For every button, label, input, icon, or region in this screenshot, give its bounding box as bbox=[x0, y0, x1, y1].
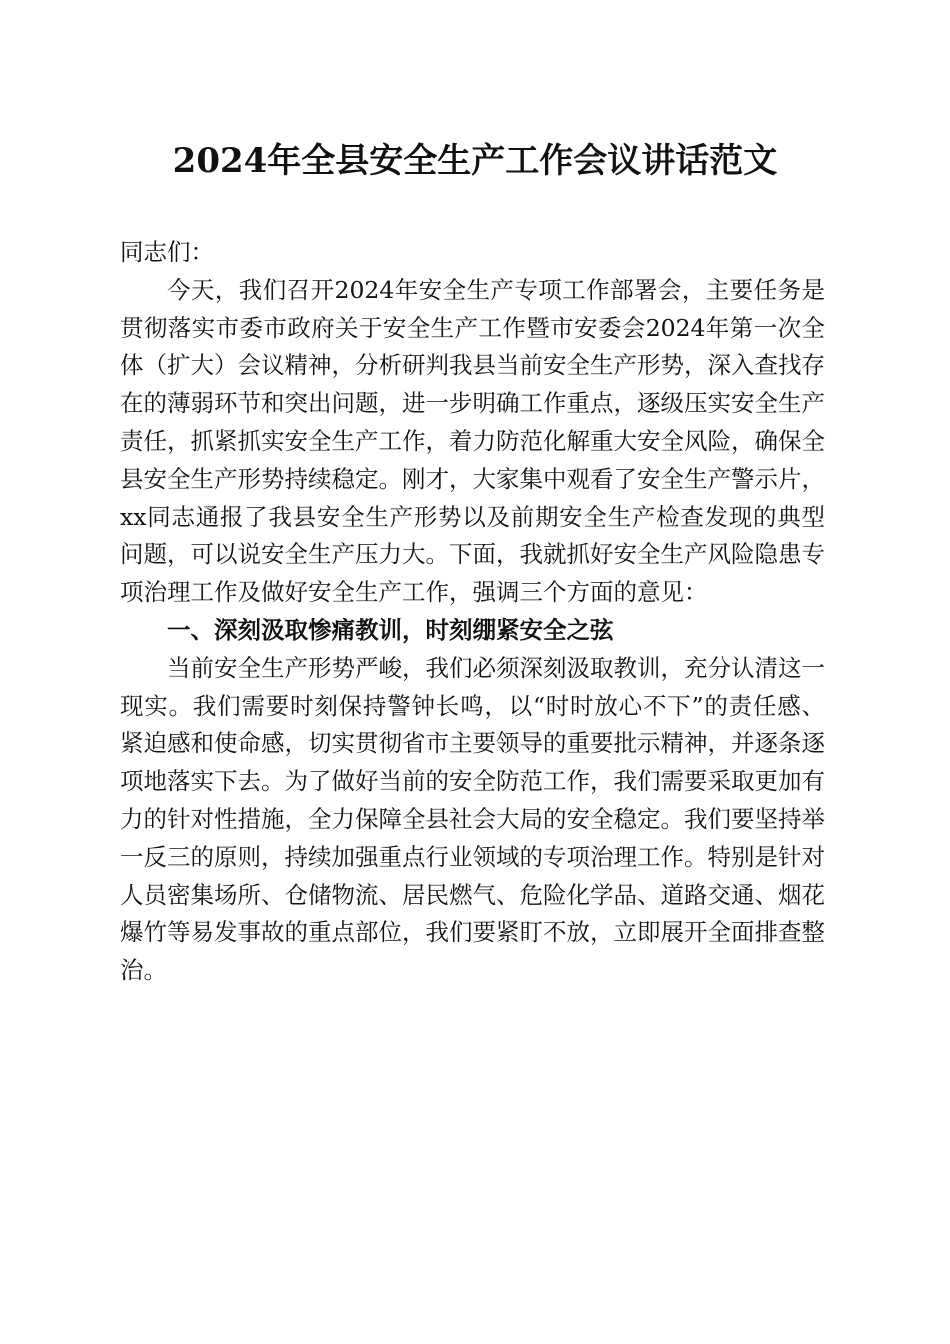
document-body bbox=[120, 234, 825, 990]
document-title: 2024年全县安全生产工作会议讲话范文 bbox=[172, 141, 778, 181]
salutation: 同志们： bbox=[120, 238, 214, 266]
section-heading: 一、深刻汲取惨痛教训，时刻绷紧安全之弦 bbox=[167, 615, 614, 644]
section-paragraph: 当前安全生产形势严峻，我们必须深刻汲取教训，充分认清这一现实。我们需要时刻保持警钟长鸣，以“时时放心不下”的责任感、紧迫感和使命感，切实贯彻省市主要领导的重要批示精神，并逐条逐项地落实下去。为了做好当前的安全防范工作，我们需要采取更加有力的针对性措施，全力保障全县社会大局的安全稳定。我们要坚持举一反三的原则，持续加强重点行业领域的专项治理工作。特别是针对人员密集场所、仓储物流、居民燃气、危险化学品、道路交通、烟花爆竹等易发事故的重点部位，我们要紧盯不放，立即展开全面排查整治。 bbox=[120, 653, 825, 985]
intro-paragraph: 今天，我们召开2024年安全生产专项工作部署会，主要任务是贯彻落实市委市政府关于安全生产工作暨市安委会2024年第一次全体（扩大）会议精神，分析研判我县当前安全生产形势，深入查找存在的薄弱环节和突出问题，进一步明确工作重点，逐级压实安全生产责任，抓紧抓实安全生产工作，着力防范化解重大安全风险，确保全县安全生产形势持续稳定。刚才，大家集中观看了安全生产警示片，xx同志通报了我县安全生产形势以及前期安全生产检查发现的典型问题，可以说安全生产压力大。下面，我就抓好安全生产风险隐患专项治理工作及做好安全生产工作，强调三个方面的意见： bbox=[120, 275, 825, 607]
